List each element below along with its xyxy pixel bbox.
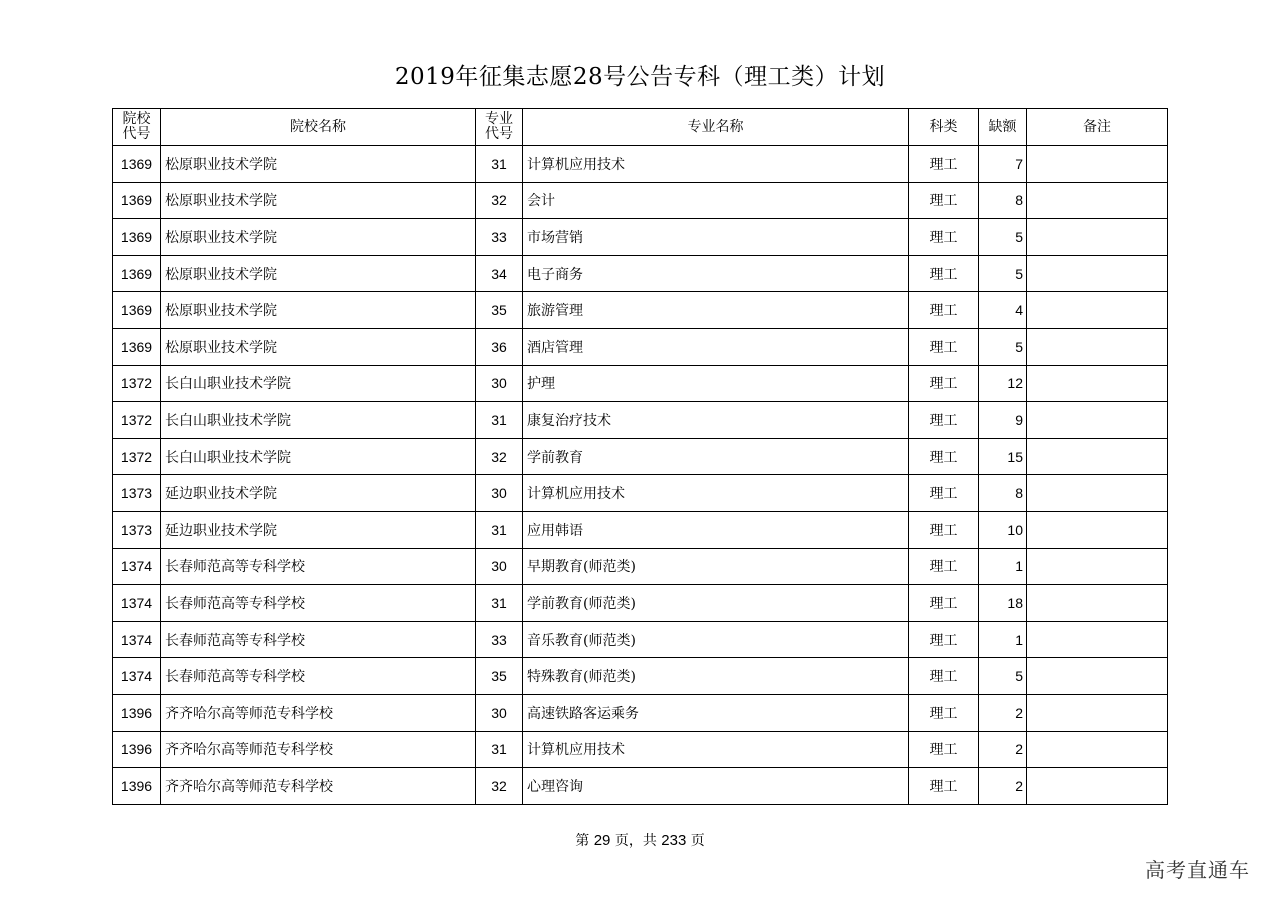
cell-school-name: 松原职业技术学院: [161, 292, 476, 329]
header-category: 科类: [909, 109, 979, 146]
cell-school-code: 1369: [113, 146, 161, 183]
cell-remarks: [1027, 694, 1168, 731]
cell-school-name: 齐齐哈尔高等师范专科学校: [161, 768, 476, 805]
cell-major-name: 会计: [523, 182, 909, 219]
cell-school-code: 1396: [113, 694, 161, 731]
cell-major-name: 酒店管理: [523, 328, 909, 365]
cell-category: 理工: [909, 511, 979, 548]
cell-remarks: [1027, 768, 1168, 805]
cell-school-name: 延边职业技术学院: [161, 511, 476, 548]
cell-major-name: 早期教育(师范类): [523, 548, 909, 585]
cell-vacancies: 8: [979, 475, 1027, 512]
cell-major-name: 学前教育(师范类): [523, 585, 909, 622]
cell-major-name: 计算机应用技术: [523, 146, 909, 183]
cell-school-name: 松原职业技术学院: [161, 328, 476, 365]
footer-suffix: 页: [686, 833, 705, 849]
cell-vacancies: 7: [979, 146, 1027, 183]
cell-school-code: 1373: [113, 511, 161, 548]
cell-major-name: 护理: [523, 365, 909, 402]
table-row: [113, 402, 1168, 439]
cell-school-name: 松原职业技术学院: [161, 182, 476, 219]
cell-major-code: 31: [476, 146, 523, 183]
cell-major-name: 电子商务: [523, 255, 909, 292]
cell-major-code: 31: [476, 511, 523, 548]
cell-school-code: 1372: [113, 438, 161, 475]
cell-remarks: [1027, 402, 1168, 439]
table-row: [113, 438, 1168, 475]
cell-major-code: 31: [476, 731, 523, 768]
cell-remarks: [1027, 585, 1168, 622]
cell-school-name: 长春师范高等专科学校: [161, 621, 476, 658]
cell-vacancies: 15: [979, 438, 1027, 475]
table-row: [113, 731, 1168, 768]
cell-major-name: 高速铁路客运乘务: [523, 694, 909, 731]
table-row: [113, 694, 1168, 731]
cell-remarks: [1027, 182, 1168, 219]
cell-vacancies: 2: [979, 694, 1027, 731]
cell-school-name: 长白山职业技术学院: [161, 438, 476, 475]
cell-major-name: 学前教育: [523, 438, 909, 475]
cell-school-name: 长春师范高等专科学校: [161, 658, 476, 695]
watermark-logo: 高考直通车: [1145, 858, 1250, 882]
cell-major-code: 32: [476, 182, 523, 219]
cell-major-name: 特殊教育(师范类): [523, 658, 909, 695]
cell-vacancies: 5: [979, 328, 1027, 365]
cell-major-code: 35: [476, 658, 523, 695]
cell-category: 理工: [909, 658, 979, 695]
cell-school-name: 松原职业技术学院: [161, 146, 476, 183]
cell-school-code: 1374: [113, 585, 161, 622]
cell-school-code: 1396: [113, 768, 161, 805]
cell-school-code: 1374: [113, 548, 161, 585]
cell-school-code: 1374: [113, 621, 161, 658]
table-body: [113, 146, 1168, 805]
table-row: [113, 548, 1168, 585]
cell-school-code: 1372: [113, 365, 161, 402]
cell-school-code: 1373: [113, 475, 161, 512]
cell-major-code: 31: [476, 402, 523, 439]
cell-vacancies: 9: [979, 402, 1027, 439]
cell-category: 理工: [909, 768, 979, 805]
cell-major-code: 30: [476, 475, 523, 512]
cell-vacancies: 5: [979, 255, 1027, 292]
cell-vacancies: 12: [979, 365, 1027, 402]
cell-school-code: 1396: [113, 731, 161, 768]
cell-vacancies: 4: [979, 292, 1027, 329]
cell-major-name: 应用韩语: [523, 511, 909, 548]
cell-vacancies: 5: [979, 658, 1027, 695]
cell-category: 理工: [909, 731, 979, 768]
cell-vacancies: 10: [979, 511, 1027, 548]
cell-category: 理工: [909, 182, 979, 219]
cell-school-name: 齐齐哈尔高等师范专科学校: [161, 731, 476, 768]
header-school-name: 院校名称: [161, 109, 476, 146]
table-row: [113, 768, 1168, 805]
cell-major-code: 33: [476, 621, 523, 658]
cell-remarks: [1027, 219, 1168, 256]
footer-middle: 页，共: [610, 833, 662, 849]
cell-school-name: 长白山职业技术学院: [161, 402, 476, 439]
cell-school-code: 1369: [113, 219, 161, 256]
cell-vacancies: 18: [979, 585, 1027, 622]
header-vacancies: 缺额: [979, 109, 1027, 146]
cell-vacancies: 8: [979, 182, 1027, 219]
cell-school-name: 长春师范高等专科学校: [161, 548, 476, 585]
cell-major-code: 36: [476, 328, 523, 365]
cell-school-name: 长白山职业技术学院: [161, 365, 476, 402]
cell-category: 理工: [909, 255, 979, 292]
table-row: [113, 621, 1168, 658]
cell-vacancies: 2: [979, 731, 1027, 768]
cell-major-code: 35: [476, 292, 523, 329]
cell-school-code: 1374: [113, 658, 161, 695]
table-row: [113, 182, 1168, 219]
cell-remarks: [1027, 292, 1168, 329]
footer-total-pages: 233: [661, 832, 687, 849]
plan-table: [112, 108, 1168, 805]
page-footer: [0, 830, 1280, 850]
table-row: [113, 475, 1168, 512]
cell-remarks: [1027, 146, 1168, 183]
cell-major-code: 30: [476, 548, 523, 585]
cell-school-name: 松原职业技术学院: [161, 255, 476, 292]
cell-major-code: 31: [476, 585, 523, 622]
cell-vacancies: 1: [979, 621, 1027, 658]
cell-school-code: 1369: [113, 292, 161, 329]
cell-school-code: 1369: [113, 255, 161, 292]
header-school-code: 院校 代号: [113, 109, 161, 146]
cell-major-name: 计算机应用技术: [523, 731, 909, 768]
cell-remarks: [1027, 621, 1168, 658]
cell-school-name: 长春师范高等专科学校: [161, 585, 476, 622]
cell-major-name: 计算机应用技术: [523, 475, 909, 512]
cell-major-code: 30: [476, 365, 523, 402]
cell-category: 理工: [909, 292, 979, 329]
cell-vacancies: 5: [979, 219, 1027, 256]
cell-category: 理工: [909, 365, 979, 402]
cell-major-code: 32: [476, 438, 523, 475]
cell-major-code: 34: [476, 255, 523, 292]
header-major-name: 专业名称: [523, 109, 909, 146]
page-title: 2019年征集志愿28号公告专科（理工类）计划: [394, 64, 886, 90]
cell-major-code: 30: [476, 694, 523, 731]
cell-category: 理工: [909, 548, 979, 585]
cell-category: 理工: [909, 219, 979, 256]
cell-school-code: 1369: [113, 328, 161, 365]
header-remarks: 备注: [1027, 109, 1168, 146]
cell-remarks: [1027, 731, 1168, 768]
cell-major-name: 市场营销: [523, 219, 909, 256]
cell-category: 理工: [909, 438, 979, 475]
table-header-row: [113, 109, 1168, 146]
cell-remarks: [1027, 365, 1168, 402]
cell-vacancies: 2: [979, 768, 1027, 805]
cell-category: 理工: [909, 146, 979, 183]
cell-remarks: [1027, 438, 1168, 475]
table-row: [113, 328, 1168, 365]
table-row: [113, 146, 1168, 183]
cell-school-name: 延边职业技术学院: [161, 475, 476, 512]
cell-school-code: 1372: [113, 402, 161, 439]
cell-major-code: 33: [476, 219, 523, 256]
footer-page-number: 29: [593, 832, 611, 849]
table-row: [113, 365, 1168, 402]
cell-remarks: [1027, 255, 1168, 292]
cell-category: 理工: [909, 694, 979, 731]
table-row: [113, 219, 1168, 256]
cell-remarks: [1027, 511, 1168, 548]
cell-category: 理工: [909, 621, 979, 658]
cell-remarks: [1027, 475, 1168, 512]
header-major-code: 专业 代号: [476, 109, 523, 146]
cell-school-name: 松原职业技术学院: [161, 219, 476, 256]
cell-major-name: 康复治疗技术: [523, 402, 909, 439]
footer-prefix: 第: [575, 833, 594, 849]
cell-major-name: 音乐教育(师范类): [523, 621, 909, 658]
cell-remarks: [1027, 658, 1168, 695]
cell-school-name: 齐齐哈尔高等师范专科学校: [161, 694, 476, 731]
cell-remarks: [1027, 328, 1168, 365]
cell-major-name: 心理咨询: [523, 768, 909, 805]
table-row: [113, 585, 1168, 622]
cell-major-code: 32: [476, 768, 523, 805]
table-row: [113, 511, 1168, 548]
cell-major-name: 旅游管理: [523, 292, 909, 329]
cell-category: 理工: [909, 475, 979, 512]
cell-school-code: 1369: [113, 182, 161, 219]
table-row: [113, 255, 1168, 292]
cell-vacancies: 1: [979, 548, 1027, 585]
cell-category: 理工: [909, 585, 979, 622]
cell-remarks: [1027, 548, 1168, 585]
table-row: [113, 658, 1168, 695]
table-row: [113, 292, 1168, 329]
cell-category: 理工: [909, 402, 979, 439]
cell-category: 理工: [909, 328, 979, 365]
